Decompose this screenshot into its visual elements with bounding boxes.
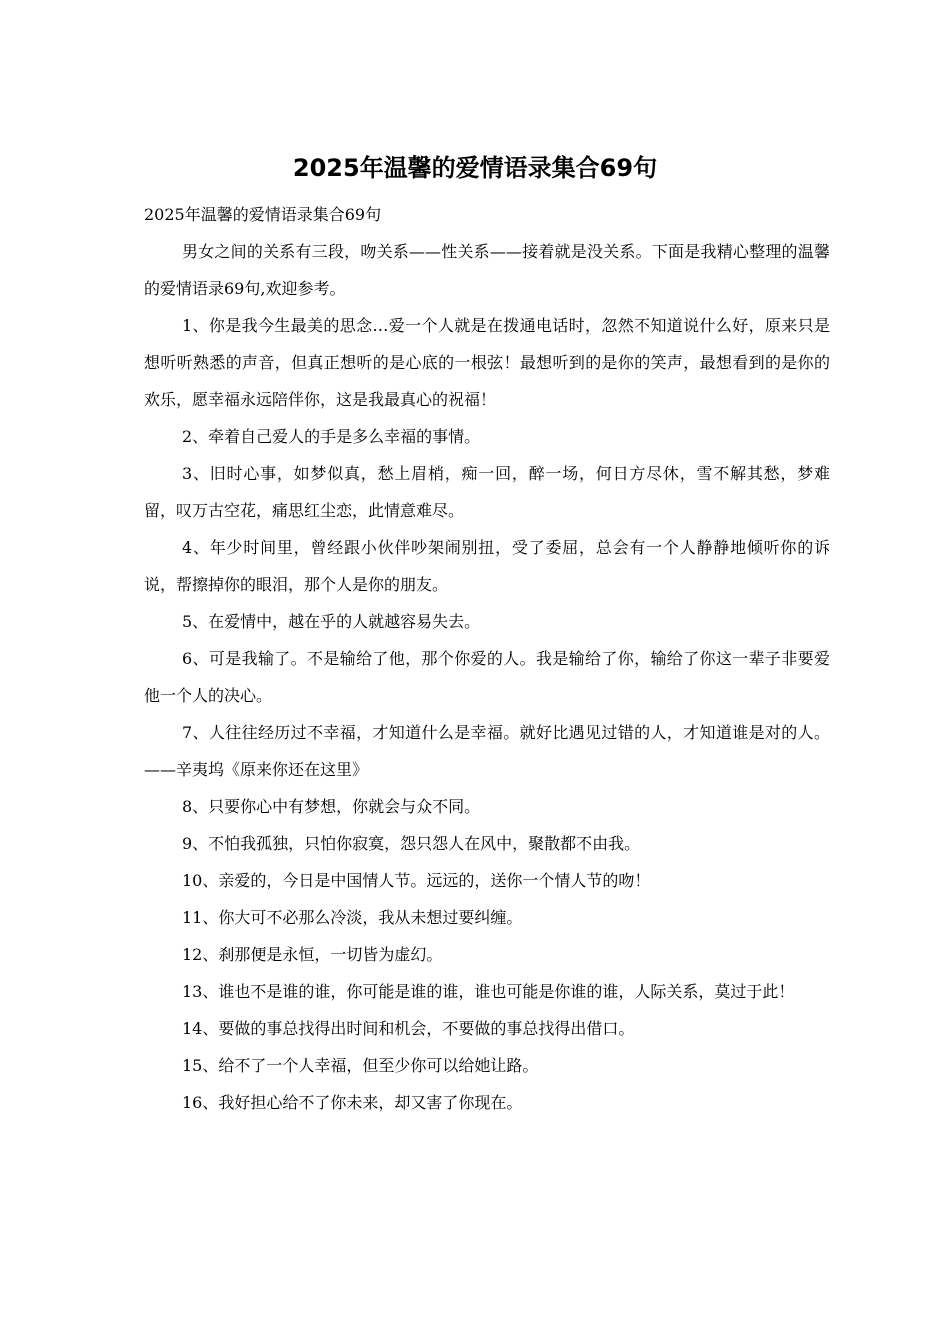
quote-item-2: 2、牵着自己爱人的手是多么幸福的事情。	[182, 427, 481, 446]
quote-item-8: 8、只要你心中有梦想，你就会与众不同。	[182, 797, 481, 816]
quote-item-7: 7、人往往经历过不幸福，才知道什么是幸福。就好比遇见过错的人，才知道谁是对的人。——辛夷坞《原来你还在这里》	[144, 723, 830, 779]
quote-item-3: 3、旧时心事，如梦似真，愁上眉梢，痴一回，醉一场，何日方尽休，雪不解其愁，梦难留，叹万古空花，痛思红尘恋，此情意难尽。	[144, 464, 830, 520]
quote-item-4: 4、年少时间里，曾经跟小伙伴吵架闹别扭，受了委屈，总会有一个人静静地倾听你的诉说，帮擦掉你的眼泪，那个人是你的朋友。	[144, 538, 830, 594]
quote-item-12: 12、刹那便是永恒，一切皆为虚幻。	[182, 945, 443, 964]
quote-item-9: 9、不怕我孤独，只怕你寂寞，怨只怨人在风中，聚散都不由我。	[182, 834, 641, 853]
quote-item-5: 5、在爱情中，越在乎的人就越容易失去。	[182, 612, 481, 631]
quote-item-11: 11、你大可不必那么冷淡，我从未想过要纠缠。	[182, 908, 523, 927]
quote-item-15: 15、给不了一个人幸福，但至少你可以给她让路。	[182, 1056, 539, 1075]
quote-item-14: 14、要做的事总找得出时间和机会，不要做的事总找得出借口。	[182, 1019, 635, 1038]
intro-paragraph: 男女之间的关系有三段，吻关系——性关系——接着就是没关系。下面是我精心整理的温馨的爱情语录69句,欢迎参考。	[144, 242, 830, 298]
document-body	[144, 196, 830, 1121]
document-title: 2025年温馨的爱情语录集合69句	[292, 154, 658, 182]
quote-item-1: 1、你是我今生最美的思念…爱一个人就是在拨通电话时，忽然不知道说什么好，原来只是想听听熟悉的声音，但真正想听的是心底的一根弦！最想听到的是你的笑声，最想看到的是你的欢乐，愿幸福永远陪伴你，这是我最真心的祝福！	[144, 316, 830, 409]
quote-item-6: 6、可是我输了。不是输给了他，那个你爱的人。我是输给了你，输给了你这一辈子非要爱他一个人的决心。	[144, 649, 830, 705]
quote-item-10: 10、亲爱的，今日是中国情人节。远远的，送你一个情人节的吻！	[182, 871, 651, 890]
document-subtitle: 2025年温馨的爱情语录集合69句	[144, 205, 382, 224]
quote-item-13: 13、谁也不是谁的谁，你可能是谁的谁，谁也可能是你谁的谁，人际关系，莫过于此！	[182, 982, 795, 1001]
quote-item-16: 16、我好担心给不了你未来，却又害了你现在。	[182, 1093, 523, 1112]
